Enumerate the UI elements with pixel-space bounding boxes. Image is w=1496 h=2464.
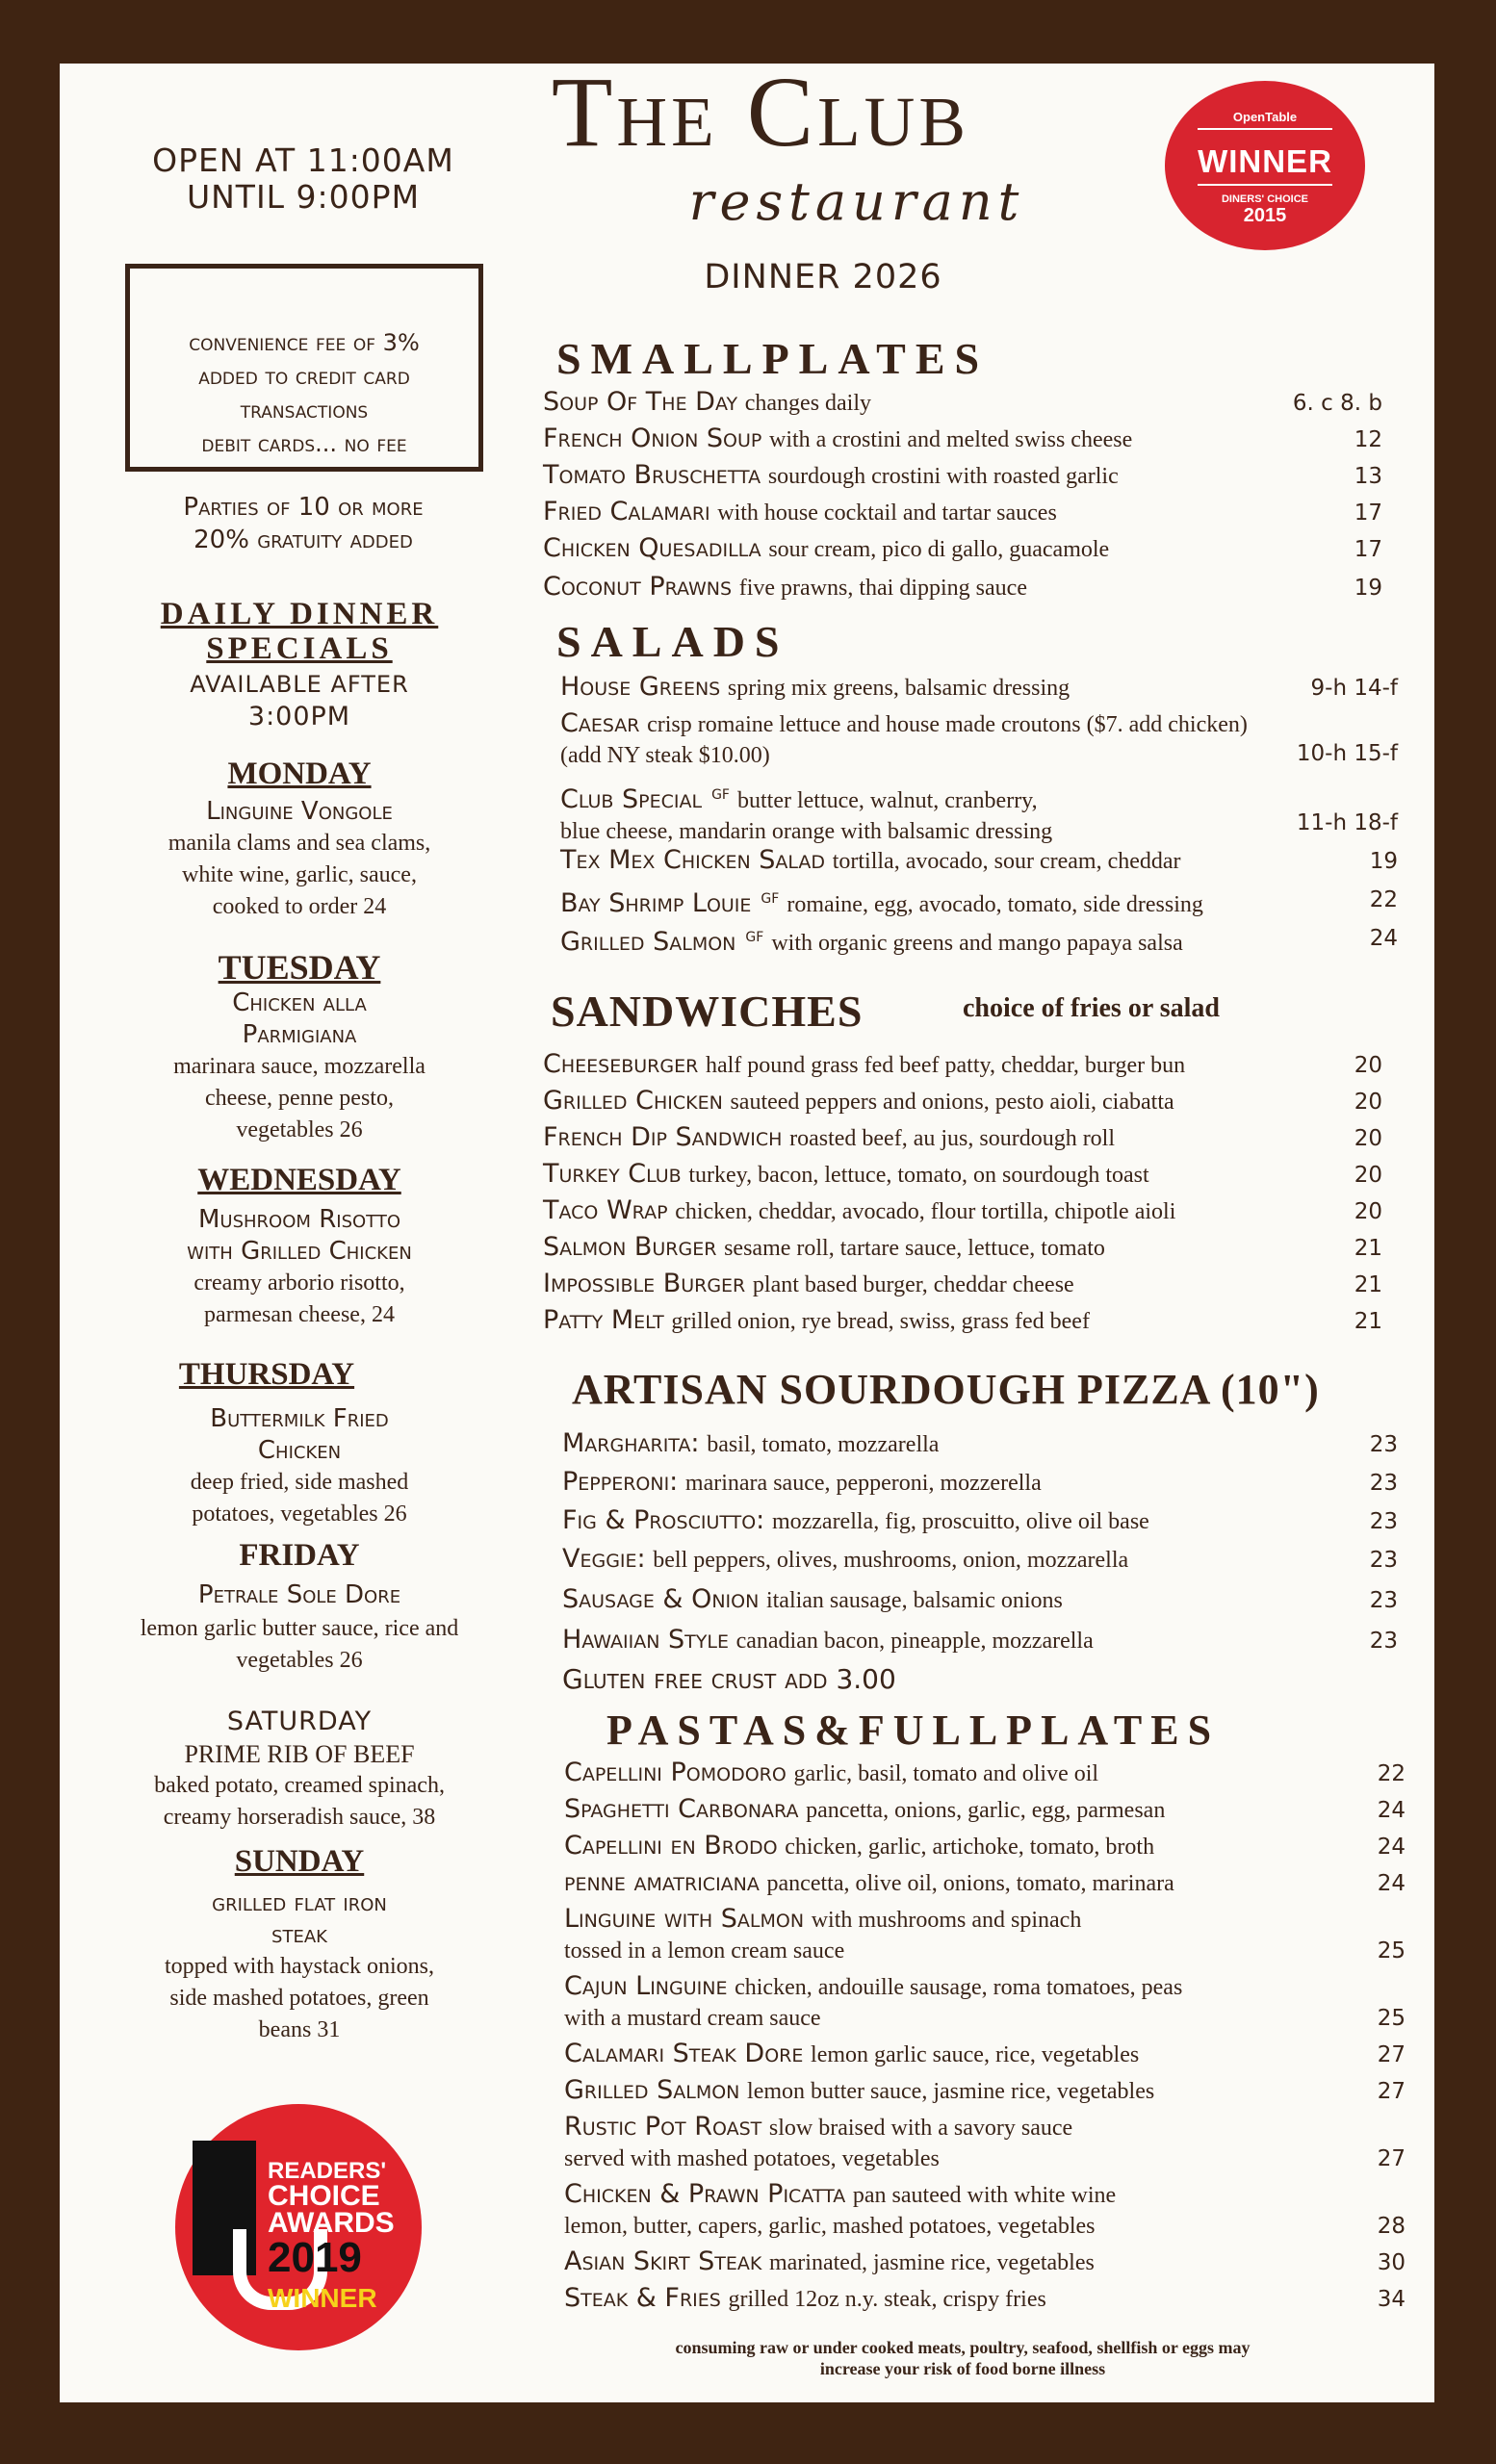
restaurant-subtitle: restaurant xyxy=(688,171,1025,232)
item-name: Chicken Quesadilla xyxy=(543,533,761,563)
item-price: 22 xyxy=(1369,887,1398,912)
menu-item xyxy=(564,2075,1154,2107)
item-price: 23 xyxy=(1369,1432,1398,1457)
menu-item xyxy=(543,497,1057,528)
special-desc: white wine, garlic, sauce, xyxy=(182,862,417,887)
item-price: 28 xyxy=(1377,2214,1406,2239)
item-description: crisp romaine lettuce and house made croutons ($7. add chicken) xyxy=(647,712,1248,737)
item-description: changes daily xyxy=(744,391,872,416)
item-name: Spaghetti Carbonara xyxy=(564,1794,799,1824)
item-name: Margharita: xyxy=(562,1428,700,1458)
item-price: 20 xyxy=(1354,1053,1382,1078)
menu-item xyxy=(562,1584,1063,1616)
gluten-free-tag: GF xyxy=(745,930,764,945)
item-description: pancetta, olive oil, onions, tomato, marinara xyxy=(766,1871,1174,1896)
item-name: Steak & Fries xyxy=(564,2283,721,2313)
special-desc: deep fried, side mashed xyxy=(190,1470,409,1495)
item-name: Cheeseburger xyxy=(543,1049,699,1079)
item-description: with organic greens and mango papaya salsa xyxy=(771,931,1183,956)
item-price: 20 xyxy=(1354,1126,1382,1151)
special-friday xyxy=(71,1538,528,1677)
item-name: Chicken & Prawn Picatta xyxy=(564,2179,846,2209)
section-title-pastas: PASTAS&FULLPLATES xyxy=(606,1707,1221,1754)
menu-item xyxy=(543,1195,1175,1227)
item-name: Soup Of The Day xyxy=(543,387,738,417)
item-description: pan sauteed with white wine xyxy=(852,2183,1117,2208)
item-description: grilled onion, rye bread, swiss, grass fed beef xyxy=(671,1309,1090,1334)
item-name: Tomato Bruschetta xyxy=(543,460,761,490)
item-name: Capellini Pomodoro xyxy=(564,1758,787,1787)
badge-line: READERS' xyxy=(268,2158,387,2184)
special-desc: topped with haystack onions, xyxy=(165,1954,434,1979)
item-description: with a crostini and melted swiss cheese xyxy=(769,427,1133,452)
item-description: chicken, andouille sausage, roma tomatoes, peas xyxy=(735,1975,1183,2000)
hours-line-2: UNTIL 9:00PM xyxy=(186,178,421,216)
item-price: 23 xyxy=(1369,1629,1398,1654)
section-title-salads: SALADS xyxy=(556,617,789,666)
item-name: Capellini en Brodo xyxy=(564,1831,778,1861)
opentable-winner-badge xyxy=(1165,81,1365,250)
item-price: 13 xyxy=(1354,464,1382,489)
special-desc: vegetables 26 xyxy=(236,1117,363,1142)
item-description: served with mashed potatoes, vegetables xyxy=(564,2146,940,2171)
special-dish: Petrale Sole Dore xyxy=(197,1580,401,1609)
menu-item xyxy=(564,2039,1139,2070)
special-dish: steak xyxy=(271,1920,327,1949)
item-price: 21 xyxy=(1354,1236,1382,1261)
item-price: 10-h 15-f xyxy=(1296,741,1398,766)
special-dish: with Grilled Chicken xyxy=(187,1237,412,1266)
day-name: THURSDAY xyxy=(178,1357,355,1392)
special-desc: manila clams and sea clams, xyxy=(168,831,431,856)
menu-item xyxy=(564,1831,1154,1862)
item-name: Club Special xyxy=(560,784,703,814)
item-name: Pepperoni: xyxy=(562,1467,679,1497)
menu-item xyxy=(560,780,1052,847)
item-description: slow braised with a savory sauce xyxy=(768,2116,1073,2141)
menu-item xyxy=(564,1971,1182,2034)
day-name: WEDNESDAY xyxy=(197,1163,401,1197)
item-description: lemon butter sauce, jasmine rice, vegetables xyxy=(747,2079,1155,2104)
item-price: 24 xyxy=(1377,1798,1406,1823)
special-desc: side mashed potatoes, green xyxy=(169,1986,429,2011)
item-description: marinated, jasmine rice, vegetables xyxy=(768,2250,1095,2275)
item-description: with a mustard cream sauce xyxy=(564,2006,821,2031)
menu-item xyxy=(543,387,871,419)
item-name: Cajun Linguine xyxy=(564,1971,728,2001)
badge-divider xyxy=(1198,184,1332,186)
special-desc: parmesan cheese, 24 xyxy=(204,1302,395,1327)
item-description: five prawns, thai dipping sauce xyxy=(738,576,1027,601)
special-dish: Chicken alla xyxy=(232,988,367,1017)
badge-line: CHOICE xyxy=(268,2180,380,2212)
menu-item xyxy=(564,2112,1072,2174)
special-dish: grilled flat iron xyxy=(212,1888,387,1917)
day-name: MONDAY xyxy=(227,757,372,791)
special-thursday-body xyxy=(71,1403,528,1530)
item-description: marinara sauce, pepperoni, mozzerella xyxy=(684,1471,1042,1496)
item-price: 23 xyxy=(1369,1509,1398,1534)
menu-item xyxy=(562,1505,1149,1537)
special-dish: PRIME RIB OF BEEF xyxy=(184,1740,415,1768)
gluten-free-tag: GF xyxy=(761,891,780,907)
item-description: plant based burger, cheddar cheese xyxy=(752,1272,1074,1297)
item-price: 6. c 8. b xyxy=(1292,391,1382,416)
item-price: 24 xyxy=(1369,926,1398,951)
item-name: Grilled Salmon xyxy=(564,2075,740,2105)
section-title-sandwiches: SANDWICHES xyxy=(551,987,864,1036)
item-description: turkey, bacon, lettuce, tomato, on sourdough toast xyxy=(688,1163,1149,1188)
sandwich-side-note: choice of fries or salad xyxy=(963,993,1220,1023)
item-name: Asian Skirt Steak xyxy=(564,2246,762,2276)
item-name: Bay Shrimp Louie xyxy=(560,888,752,918)
food-safety-warning xyxy=(549,2337,1377,2379)
menu-item xyxy=(543,424,1132,455)
fee-line: debit cards... no fee xyxy=(201,430,407,457)
item-name: Tex Mex Chicken Salad xyxy=(560,845,826,875)
item-description: sour cream, pico di gallo, guacamole xyxy=(768,537,1110,562)
item-price: 27 xyxy=(1377,2042,1406,2067)
menu-item xyxy=(543,1269,1074,1300)
available-time: 3:00PM xyxy=(247,702,351,732)
special-desc: creamy arborio risotto, xyxy=(193,1270,405,1296)
item-description: chicken, garlic, artichoke, tomato, broth xyxy=(785,1835,1155,1860)
opentable-label: WINNER xyxy=(1198,143,1332,179)
item-name: House Greens xyxy=(560,672,721,702)
menu-name: DINNER 2026 xyxy=(704,258,942,296)
item-description: butter lettuce, walnut, cranberry, xyxy=(736,788,1038,813)
badge-divider xyxy=(1198,128,1332,130)
item-description: romaine, egg, avocado, tomato, side dressing xyxy=(787,892,1203,917)
special-desc: potatoes, vegetables 26 xyxy=(192,1502,407,1527)
badge-year: 2019 xyxy=(268,2234,362,2281)
item-price: 25 xyxy=(1377,2006,1406,2031)
gratuity-line: Parties of 10 or more xyxy=(183,493,424,522)
item-description: chicken, cheddar, avocado, flour tortilla, chipotle aioli xyxy=(675,1199,1176,1224)
item-description: (add NY steak $10.00) xyxy=(560,743,770,768)
item-price: 12 xyxy=(1354,427,1382,452)
available-after: AVAILABLE AFTER xyxy=(190,671,409,698)
item-name: penne amatriciana xyxy=(564,1867,760,1897)
item-price: 27 xyxy=(1377,2079,1406,2104)
menu-item xyxy=(564,1904,1081,1966)
special-desc: baked potato, creamed spinach, xyxy=(154,1773,445,1798)
special-desc: cheese, penne pesto, xyxy=(205,1086,394,1111)
item-name: French Onion Soup xyxy=(543,424,762,453)
daily-specials-header xyxy=(71,597,528,733)
item-name: Veggie: xyxy=(562,1544,646,1574)
day-name: FRIDAY xyxy=(239,1538,360,1573)
menu-item xyxy=(562,1625,1094,1656)
fee-line: added to credit card xyxy=(198,363,410,390)
item-name: Rustic Pot Roast xyxy=(564,2112,762,2142)
menu-item xyxy=(543,1232,1105,1264)
item-price: 30 xyxy=(1377,2250,1406,2275)
item-price: 17 xyxy=(1354,537,1382,562)
item-price: 34 xyxy=(1377,2287,1406,2312)
gratuity-line: 20% gratuity added xyxy=(193,526,413,554)
item-description: roasted beef, au jus, sourdough roll xyxy=(789,1126,1116,1151)
special-desc: lemon garlic butter sauce, rice and xyxy=(140,1616,459,1641)
gluten-free-note: Gluten free crust add 3.00 xyxy=(562,1663,896,1695)
item-description: tossed in a lemon cream sauce xyxy=(564,1938,845,1964)
day-name: SATURDAY xyxy=(226,1707,373,1736)
special-desc: marinara sauce, mozzarella xyxy=(173,1054,426,1079)
menu-item xyxy=(560,708,1248,771)
badge-winner: WINNER xyxy=(268,2283,377,2313)
menu-item xyxy=(562,1467,1042,1499)
special-dish: Chicken xyxy=(257,1436,342,1465)
day-name: TUESDAY xyxy=(218,948,381,987)
menu-item xyxy=(543,460,1119,492)
item-description: spring mix greens, balsamic dressing xyxy=(727,676,1070,701)
item-price: 25 xyxy=(1377,1938,1406,1964)
menu-item xyxy=(564,2246,1095,2278)
item-price: 20 xyxy=(1354,1199,1382,1224)
readers-choice-badge xyxy=(175,2104,422,2350)
item-price: 20 xyxy=(1354,1090,1382,1115)
item-price: 23 xyxy=(1369,1471,1398,1496)
menu-item xyxy=(562,1428,939,1460)
menu-item xyxy=(543,1122,1115,1154)
day-name: SUNDAY xyxy=(234,1844,365,1879)
restaurant-title: The Club xyxy=(551,57,970,167)
special-dish: Linguine Vongole xyxy=(206,797,393,826)
item-price: 21 xyxy=(1354,1272,1382,1297)
menu-item xyxy=(560,672,1070,704)
menu-item xyxy=(543,533,1109,565)
item-name: Fried Calamari xyxy=(543,497,710,526)
special-saturday xyxy=(71,1706,528,1834)
menu-item xyxy=(543,1086,1174,1117)
item-name: Turkey Club xyxy=(543,1159,682,1189)
fee-line: transactions xyxy=(240,397,369,424)
item-price: 24 xyxy=(1377,1871,1406,1896)
opentable-brand: OpenTable xyxy=(1232,110,1298,124)
menu-item xyxy=(564,2179,1116,2242)
menu-item xyxy=(543,1049,1185,1081)
opentable-caption: DINERS' CHOICE xyxy=(1221,193,1308,205)
special-thursday xyxy=(39,1357,495,1393)
item-description: lemon garlic sauce, rice, vegetables xyxy=(811,2042,1140,2067)
convenience-fee-box xyxy=(125,264,483,472)
menu-item xyxy=(560,884,1203,920)
special-dish: Parmigiana xyxy=(242,1020,357,1049)
special-monday xyxy=(71,757,528,923)
item-description: basil, tomato, mozzarella xyxy=(707,1432,940,1457)
item-description: lemon, butter, capers, garlic, mashed potatoes, vegetables xyxy=(564,2214,1096,2239)
item-price: 19 xyxy=(1354,576,1382,601)
item-name: Sausage & Onion xyxy=(562,1584,760,1614)
item-description: tortilla, avocado, sour cream, cheddar xyxy=(832,849,1181,874)
item-description: half pound grass fed beef patty, cheddar, burger bun xyxy=(705,1053,1186,1078)
item-price: 23 xyxy=(1369,1588,1398,1613)
badge-line: AWARDS xyxy=(268,2207,395,2239)
item-name: Taco Wrap xyxy=(543,1195,668,1225)
item-price: 21 xyxy=(1354,1309,1382,1334)
item-description: italian sausage, balsamic onions xyxy=(765,1588,1063,1613)
item-name: Fig & Prosciutto: xyxy=(562,1505,765,1535)
item-name: Caesar xyxy=(560,708,640,738)
menu-item xyxy=(543,572,1027,603)
item-description: sourdough crostini with roasted garlic xyxy=(767,464,1119,489)
menu-item xyxy=(560,845,1181,877)
menu-item xyxy=(564,2283,1046,2315)
menu-item xyxy=(560,922,1183,959)
menu-item xyxy=(543,1305,1090,1337)
gluten-free-tag: GF xyxy=(711,787,730,803)
item-price: 22 xyxy=(1377,1761,1406,1786)
item-description: with mushrooms and spinach xyxy=(811,1908,1082,1933)
opentable-year: 2015 xyxy=(1243,205,1287,226)
item-name: Coconut Prawns xyxy=(543,572,733,602)
special-tuesday xyxy=(71,947,528,1146)
special-desc: creamy horseradish sauce, 38 xyxy=(163,1805,436,1830)
section-title-pizza: ARTISAN SOURDOUGH PIZZA (10") xyxy=(572,1366,1320,1413)
item-description: canadian bacon, pineapple, mozzarella xyxy=(735,1629,1094,1654)
menu-item xyxy=(564,1758,1098,1789)
item-name: Linguine with Salmon xyxy=(564,1904,805,1934)
item-description: bell peppers, olives, mushrooms, onion, mozzarella xyxy=(653,1548,1129,1573)
item-name: Grilled Salmon xyxy=(560,927,736,957)
hours-line-1: OPEN AT 11:00AM xyxy=(152,141,454,179)
item-name: Salmon Burger xyxy=(543,1232,717,1262)
fee-line: convenience fee of 3% xyxy=(189,329,420,356)
special-desc: cooked to order 24 xyxy=(212,894,387,919)
specials-title: SPECIALS xyxy=(206,631,393,666)
gratuity-note xyxy=(116,491,491,556)
item-name: Grilled Chicken xyxy=(543,1086,723,1116)
item-price: 9-h 14-f xyxy=(1310,676,1398,701)
item-name: Impossible Burger xyxy=(543,1269,746,1298)
special-sunday xyxy=(71,1844,528,2046)
special-desc: beans 31 xyxy=(258,2017,341,2042)
special-wednesday xyxy=(71,1163,528,1331)
item-description: grilled 12oz n.y. steak, crispy fries xyxy=(728,2287,1046,2312)
item-price: 27 xyxy=(1377,2146,1406,2171)
item-description: sesame roll, tartare sauce, lettuce, tomato xyxy=(724,1236,1105,1261)
item-price: 24 xyxy=(1377,1835,1406,1860)
item-price: 11-h 18-f xyxy=(1296,810,1398,835)
item-description: blue cheese, mandarin orange with balsamic dressing xyxy=(560,819,1053,844)
item-name: Calamari Steak Dore xyxy=(564,2039,804,2068)
section-title-smallplates: SMALLPLATES xyxy=(556,334,990,383)
menu-item xyxy=(562,1544,1128,1576)
item-price: 19 xyxy=(1369,849,1398,874)
warning-line: increase your risk of food borne illness xyxy=(819,2359,1106,2378)
specials-title: DAILY DINNER xyxy=(160,597,439,631)
item-description: garlic, basil, tomato and olive oil xyxy=(793,1761,1099,1786)
special-dish: Buttermilk Fried xyxy=(210,1404,389,1433)
item-name: French Dip Sandwich xyxy=(543,1122,783,1152)
item-description: with house cocktail and tartar sauces xyxy=(717,500,1057,526)
menu-item xyxy=(543,1159,1149,1191)
menu-item xyxy=(564,1794,1165,1826)
item-price: 17 xyxy=(1354,500,1382,526)
special-desc: vegetables 26 xyxy=(236,1648,363,1673)
special-dish: Mushroom Risotto xyxy=(197,1205,400,1234)
menu-item xyxy=(564,1867,1174,1899)
warning-line: consuming raw or under cooked meats, poultry, seafood, shellfish or eggs may xyxy=(675,2338,1251,2357)
opening-hours xyxy=(135,142,472,216)
item-description: sauteed peppers and onions, pesto aioli, ciabatta xyxy=(730,1090,1174,1115)
item-description: mozzarella, fig, proscuitto, olive oil base xyxy=(771,1509,1149,1534)
item-name: Hawaiian Style xyxy=(562,1625,729,1655)
item-price: 20 xyxy=(1354,1163,1382,1188)
item-price: 23 xyxy=(1369,1548,1398,1573)
item-description: pancetta, onions, garlic, egg, parmesan xyxy=(806,1798,1166,1823)
item-name: Patty Melt xyxy=(543,1305,664,1335)
